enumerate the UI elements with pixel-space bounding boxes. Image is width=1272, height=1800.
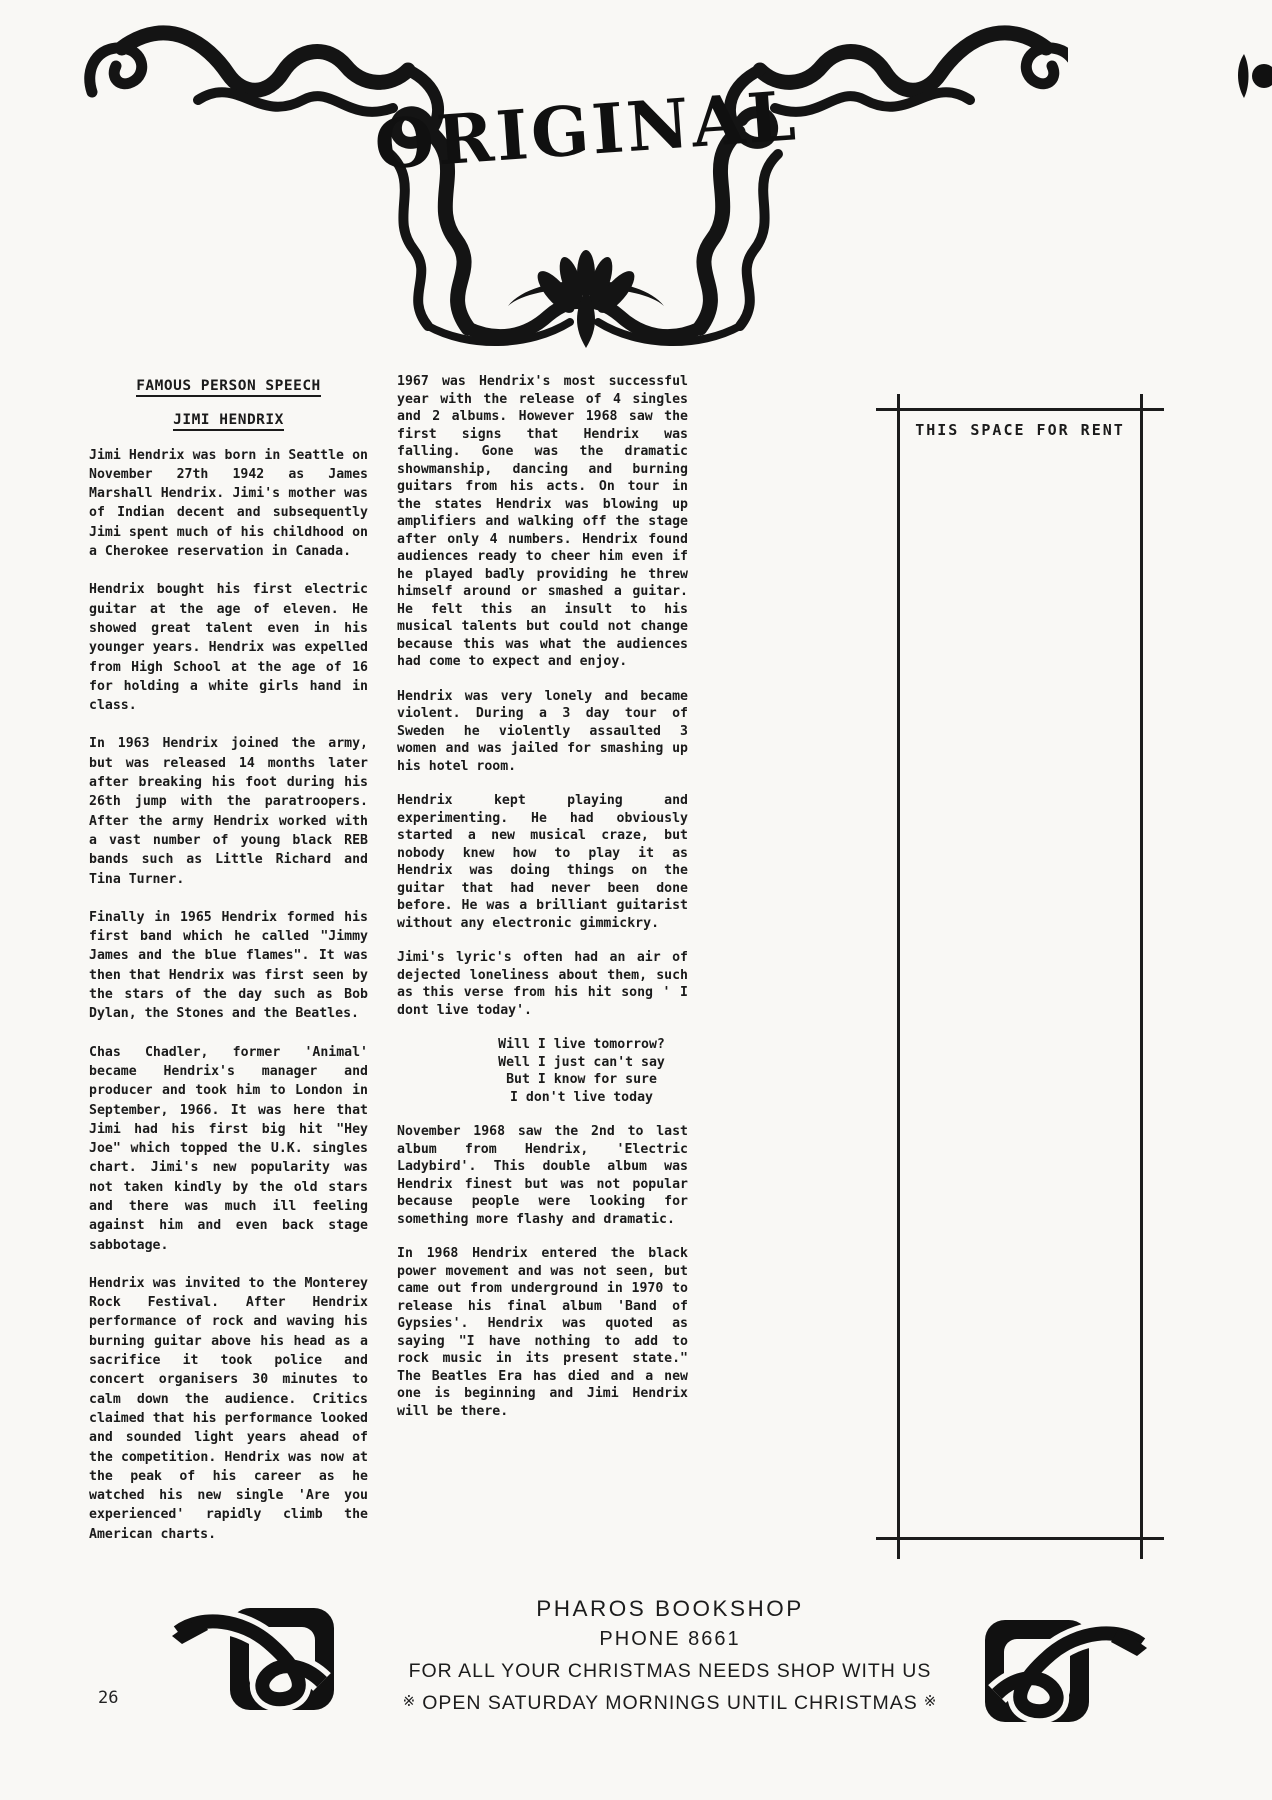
- article-subheading: JIMI HENDRIX: [89, 411, 368, 430]
- bookshop-advert: [350, 1596, 990, 1715]
- paragraph: Hendrix kept playing and experimenting. He had obviously started a new musical craze, but nobody knew how to play it as Hendrix was doing things on the guitar that had never been done before. He was a brilliant guitarist without any electronic gimmickry.: [397, 793, 688, 931]
- article-column-2: [397, 373, 688, 1437]
- article-heading: FAMOUS PERSON SPEECH: [89, 377, 368, 396]
- page-number: 26: [98, 1688, 119, 1708]
- paragraph: Hendrix was invited to the Monterey Rock Festival. After Hendrix performance of rock and waving his burning guitar above his head as a sacrifice it took police and concert organisers 30 minutes to calm down the audience. Critics claimed that his performance looked and sounded light years ahead of the competition. Hendrix was now at the peak of his career as he watched his new single 'Are you experienced' rapidly climb the American charts.: [89, 1275, 368, 1542]
- paragraph: Jimi Hendrix was born in Seattle on November 27th 1942 as James Marshall Hendrix. Jimi's mother was of Indian decent and subsequently Jimi spent much of his childhood on a Cherokee reservation in Canada.: [89, 447, 368, 560]
- celtic-knot-icon: [977, 1612, 1147, 1730]
- verse-line: I don't live today: [510, 1089, 653, 1105]
- ink-blot-mark-icon: [1234, 50, 1272, 108]
- paragraph: Finally in 1965 Hendrix formed his first band which he called "Jimmy James and the blue flames". It was then that Hendrix was first seen by the stars of the day such as Bob Dylan, the Stones and the Beatles.: [89, 909, 368, 1022]
- verse-line: But I know for sure: [506, 1072, 657, 1087]
- song-verse: [475, 1036, 688, 1106]
- celtic-knot-icon: [172, 1600, 342, 1718]
- paragraph: In 1963 Hendrix joined the army, but was released 14 months later after breaking his foot during his 26th jump with the paratroopers. After the army Hendrix worked with a vast number of young black REB bands such as Little Richard and Tina Turner.: [89, 736, 368, 887]
- advert-line: FOR ALL YOUR CHRISTMAS NEEDS SHOP WITH US: [408, 1660, 932, 1682]
- paragraph: Chas Chadler, former 'Animal' became Hendrix's manager and producer and took him to London in September, 1966. It was here that Jimi had his first big hit "Hey Joe" which topped the U.K. singles chart. Jimi's new popularity was not taken kindly by the old stars and there was much ill feeling against him and even back stage sabbotage.: [89, 1044, 368, 1253]
- snowflake-asterisk-icon: ※: [402, 1693, 417, 1710]
- paragraph: Hendrix bought his first electric guitar at the age of eleven. He showed great talent even in his younger years. Hendrix was expelled from High School at the age of 16 for holding a white girls hand in class.: [89, 582, 368, 714]
- verse-line: Will I live tomorrow?: [498, 1037, 665, 1052]
- box-border-left: [897, 394, 900, 1559]
- bookshop-name: PHAROS BOOKSHOP: [536, 1596, 804, 1621]
- space-for-rent-box: [897, 408, 1143, 1540]
- rent-box-label: THIS SPACE FOR RENT: [915, 421, 1125, 439]
- article-column-1: [89, 377, 368, 1563]
- verse-line: Well I just can't say: [498, 1054, 665, 1070]
- box-border-top: [876, 408, 1164, 411]
- paragraph: Jimi's lyric's often had an air of dejected loneliness about them, such as this verse from his hit song ' I dont live today'.: [397, 950, 688, 1018]
- paragraph: November 1968 saw the 2nd to last album from Hendrix, 'Electric Ladybird'. This double album was Hendrix finest but was not popular because people were looking for something more flashy and dramatic.: [397, 1124, 688, 1227]
- paragraph: Hendrix was very lonely and became violent. During a 3 day tour of Sweden he violently assaulted 3 women and was jailed for smashing up his hotel room.: [397, 688, 688, 774]
- bookshop-phone: PHONE 8661: [599, 1628, 741, 1650]
- advert-line: ※ OPEN SATURDAY MORNINGS UNTIL CHRISTMAS ※: [350, 1692, 990, 1715]
- snowflake-asterisk-icon: ※: [923, 1693, 938, 1710]
- box-border-bottom: [876, 1537, 1164, 1540]
- paragraph: 1967 was Hendrix's most successful year with the release of 4 singles and 2 albums. However 1968 saw the first signs that Hendrix was falling. Gone was the dramatic showmanship, dancing and burning guitars from his acts. On tour in the states Hendrix was blowing up amplifiers and walking off the stage after only 4 numbers. Hendrix found audiences ready to cheer him even if he played badly providing he threw himself around or smashed a guitar. He felt this an insult to his musical talents but could not change because this was what the audiences had come to expect and enjoy.: [397, 374, 688, 669]
- box-border-right: [1140, 394, 1143, 1559]
- header-flourish-ornament: [78, 4, 1068, 352]
- page-title: ORIGINAL: [372, 76, 801, 186]
- paragraph: In 1968 Hendrix entered the black power movement and was not seen, but came out from underground in 1970 to release his final album 'Band of Gypsies'. Hendrix was quoted as saying "I have nothing to add to rock music in its present state." The Beatles Era has died and a new one is beginning and Jimi Hendrix will be there.: [397, 1246, 688, 1419]
